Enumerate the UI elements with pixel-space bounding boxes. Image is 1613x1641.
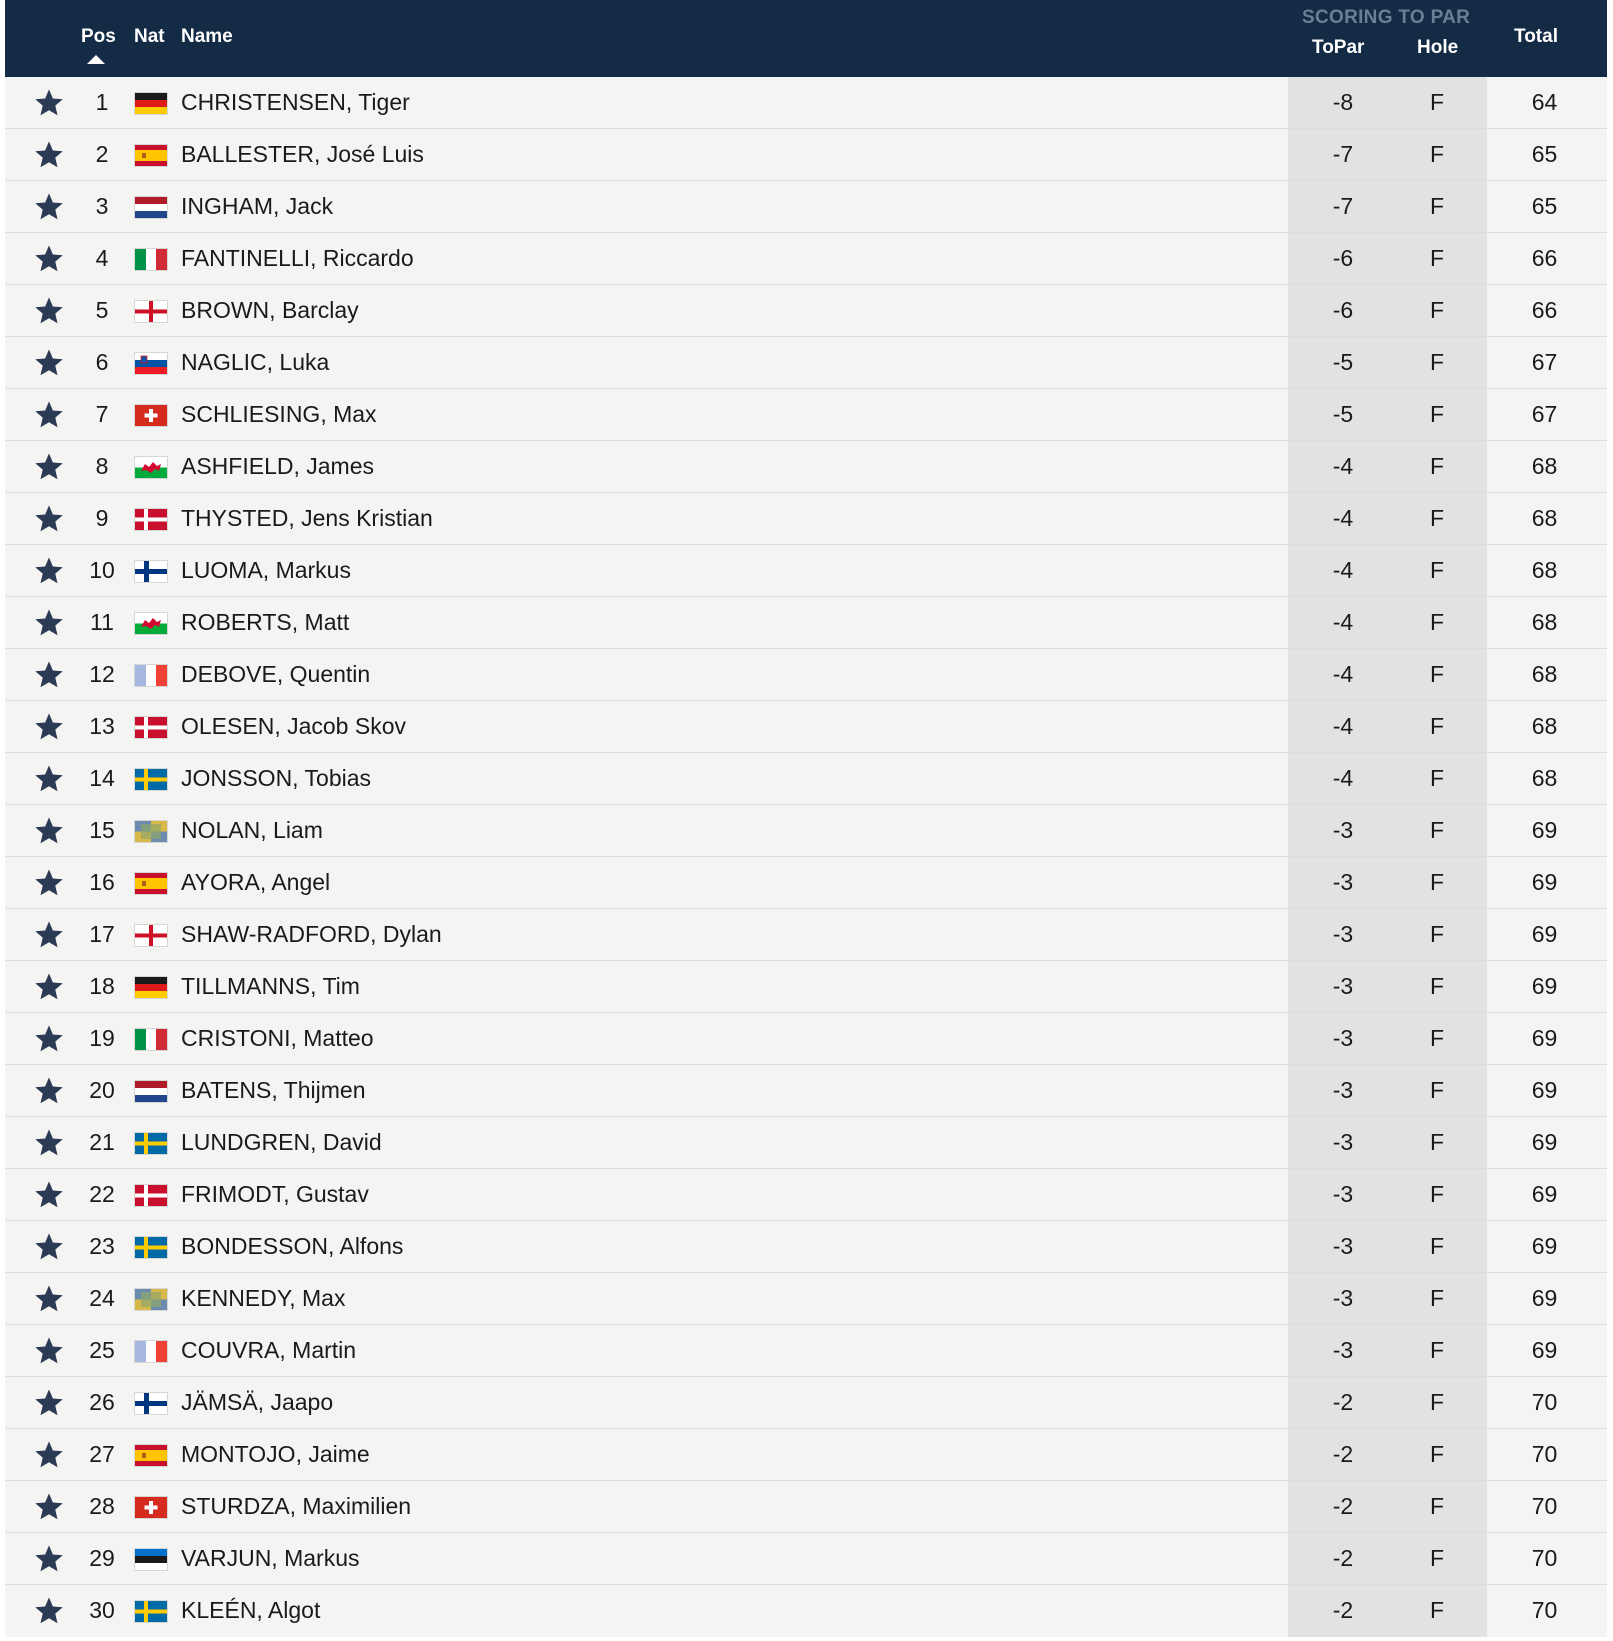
hole-cell: F xyxy=(1429,1129,1445,1155)
player-rows xyxy=(5,77,1607,1637)
table-row[interactable] xyxy=(5,753,1607,805)
topar-cell: -4 xyxy=(1332,713,1354,739)
denmark-flag-icon xyxy=(135,717,167,738)
wales-flag-icon xyxy=(135,613,167,634)
topar-cell: -4 xyxy=(1332,453,1354,479)
total-cell: 67 xyxy=(1531,401,1558,427)
total-cell: 69 xyxy=(1531,921,1558,947)
total-cell: 69 xyxy=(1531,1129,1558,1155)
total-cell: 64 xyxy=(1531,89,1558,115)
slovenia-flag-icon xyxy=(135,353,167,374)
hole-cell: F xyxy=(1429,817,1445,843)
position-cell: 3 xyxy=(95,193,109,219)
table-row[interactable] xyxy=(5,129,1607,181)
table-row[interactable] xyxy=(5,181,1607,233)
topar-cell: -7 xyxy=(1332,193,1354,219)
topar-cell: -3 xyxy=(1332,973,1354,999)
favorite-star-icon[interactable] xyxy=(33,763,65,795)
scoring-to-par-group-header: SCORING TO PAR xyxy=(1302,7,1471,28)
total-cell: 69 xyxy=(1531,817,1558,843)
favorite-star-icon[interactable] xyxy=(33,1075,65,1107)
favorite-star-icon[interactable] xyxy=(33,347,65,379)
position-cell: 5 xyxy=(95,297,109,323)
hole-cell: F xyxy=(1429,1545,1445,1571)
topar-cell: -4 xyxy=(1332,505,1354,531)
table-row[interactable] xyxy=(5,1377,1607,1429)
hole-column-header[interactable]: Hole xyxy=(1417,37,1459,58)
favorite-star-icon[interactable] xyxy=(33,1127,65,1159)
denmark-flag-icon xyxy=(135,1185,167,1206)
total-cell: 68 xyxy=(1531,505,1558,531)
hole-cell: F xyxy=(1429,557,1445,583)
position-cell: 8 xyxy=(95,453,109,479)
topar-cell: -2 xyxy=(1332,1493,1354,1519)
total-cell: 70 xyxy=(1531,1389,1558,1415)
pos-column-header[interactable]: Pos xyxy=(81,26,116,47)
position-cell: 22 xyxy=(89,1181,115,1207)
player-name-cell[interactable]: BONDESSON, Alfons xyxy=(181,1233,404,1259)
estonia-flag-icon xyxy=(135,1549,167,1570)
topar-column-header[interactable]: ToPar xyxy=(1312,37,1365,58)
switzerland-flag-icon xyxy=(135,405,167,426)
table-row[interactable] xyxy=(5,597,1607,649)
total-cell: 69 xyxy=(1531,1337,1558,1363)
hole-cell: F xyxy=(1429,1077,1445,1103)
player-name-cell[interactable]: BALLESTER, José Luis xyxy=(181,141,424,167)
player-name-cell[interactable]: CHRISTENSEN, Tiger xyxy=(181,89,410,115)
favorite-star-icon[interactable] xyxy=(33,1231,65,1263)
player-name-cell[interactable]: OLESEN, Jacob Skov xyxy=(181,713,406,739)
player-name-cell[interactable]: STURDZA, Maximilien xyxy=(181,1493,412,1519)
table-row[interactable] xyxy=(5,1013,1607,1065)
hole-cell: F xyxy=(1429,1025,1445,1051)
england-flag-icon xyxy=(135,925,167,946)
position-cell: 7 xyxy=(95,401,109,427)
table-row[interactable] xyxy=(5,909,1607,961)
player-name-cell[interactable]: MONTOJO, Jaime xyxy=(181,1441,370,1467)
topar-cell: -8 xyxy=(1332,89,1354,115)
favorite-star-icon[interactable] xyxy=(33,1023,65,1055)
finland-flag-icon xyxy=(135,1393,167,1414)
total-cell: 65 xyxy=(1531,141,1558,167)
player-name-cell[interactable]: NAGLIC, Luka xyxy=(181,349,330,375)
table-row[interactable] xyxy=(5,1065,1607,1117)
position-cell: 11 xyxy=(90,609,114,635)
player-name-cell[interactable]: FANTINELLI, Riccardo xyxy=(181,245,414,271)
table-row[interactable] xyxy=(5,805,1607,857)
favorite-star-icon[interactable] xyxy=(33,295,65,327)
table-row[interactable] xyxy=(5,1169,1607,1221)
topar-cell: -3 xyxy=(1332,1233,1354,1259)
table-row[interactable] xyxy=(5,233,1607,285)
player-name-cell[interactable]: TILLMANNS, Tim xyxy=(181,973,360,999)
hole-cell: F xyxy=(1429,921,1445,947)
table-row[interactable] xyxy=(5,1325,1607,1377)
total-cell: 66 xyxy=(1531,297,1558,323)
player-name-cell[interactable]: CRISTONI, Matteo xyxy=(181,1025,374,1051)
player-name-cell[interactable]: ROBERTS, Matt xyxy=(181,609,350,635)
position-cell: 21 xyxy=(89,1129,115,1155)
favorite-star-icon[interactable] xyxy=(33,139,65,171)
player-name-cell[interactable]: KENNEDY, Max xyxy=(181,1285,346,1311)
table-row[interactable] xyxy=(5,1533,1607,1585)
topar-cell: -6 xyxy=(1332,297,1354,323)
topar-cell: -4 xyxy=(1332,661,1354,687)
total-cell: 69 xyxy=(1531,1233,1558,1259)
total-cell: 68 xyxy=(1531,713,1558,739)
player-name-cell[interactable]: SCHLIESING, Max xyxy=(181,401,377,427)
topar-cell: -3 xyxy=(1332,817,1354,843)
position-cell: 14 xyxy=(89,765,115,791)
favorite-star-icon[interactable] xyxy=(33,1491,65,1523)
total-cell: 69 xyxy=(1531,1025,1558,1051)
player-name-cell[interactable]: BROWN, Barclay xyxy=(181,297,359,323)
hole-cell: F xyxy=(1429,1389,1445,1415)
position-cell: 29 xyxy=(89,1545,115,1571)
total-cell: 69 xyxy=(1531,1077,1558,1103)
nat-column-header[interactable]: Nat xyxy=(134,26,165,47)
hole-cell: F xyxy=(1429,973,1445,999)
position-cell: 2 xyxy=(95,141,109,167)
favorite-star-icon[interactable] xyxy=(33,1595,65,1627)
topar-cell: -4 xyxy=(1332,765,1354,791)
total-cell: 69 xyxy=(1531,1285,1558,1311)
position-cell: 6 xyxy=(95,349,109,375)
topar-cell: -3 xyxy=(1332,1285,1354,1311)
hole-cell: F xyxy=(1429,505,1445,531)
position-cell: 15 xyxy=(89,817,115,843)
position-cell: 16 xyxy=(89,869,115,895)
hole-cell: F xyxy=(1429,141,1445,167)
total-cell: 65 xyxy=(1531,193,1558,219)
leaderboard-header xyxy=(5,0,1607,77)
topar-cell: -3 xyxy=(1332,1025,1354,1051)
hole-cell: F xyxy=(1429,713,1445,739)
wales-flag-icon xyxy=(135,457,167,478)
germany-flag-icon xyxy=(135,93,167,114)
table-row[interactable] xyxy=(5,1481,1607,1533)
sweden-flag-icon xyxy=(135,1133,167,1154)
spain-flag-icon xyxy=(135,145,167,166)
position-cell: 27 xyxy=(89,1441,115,1467)
favorite-star-icon[interactable] xyxy=(33,503,65,535)
topar-cell: -3 xyxy=(1332,1181,1354,1207)
topar-cell: -3 xyxy=(1332,869,1354,895)
finland-flag-icon xyxy=(135,561,167,582)
position-cell: 20 xyxy=(89,1077,115,1103)
favorite-star-icon[interactable] xyxy=(33,1387,65,1419)
favorite-star-icon[interactable] xyxy=(33,243,65,275)
topar-cell: -2 xyxy=(1332,1389,1354,1415)
hole-cell: F xyxy=(1429,1181,1445,1207)
table-row[interactable] xyxy=(5,649,1607,701)
position-cell: 18 xyxy=(89,973,115,999)
position-cell: 19 xyxy=(89,1025,115,1051)
favorite-star-icon[interactable] xyxy=(33,971,65,1003)
sweden-flag-icon xyxy=(135,769,167,790)
player-name-cell[interactable]: INGHAM, Jack xyxy=(181,193,334,219)
ireland-golf-flag-icon xyxy=(135,1289,167,1310)
spain-flag-icon xyxy=(135,1445,167,1466)
total-cell: 67 xyxy=(1531,349,1558,375)
table-row[interactable] xyxy=(5,545,1607,597)
hole-cell: F xyxy=(1429,193,1445,219)
position-cell: 30 xyxy=(89,1597,115,1623)
position-cell: 4 xyxy=(95,245,109,271)
france-flag-icon xyxy=(135,665,167,686)
table-row[interactable] xyxy=(5,441,1607,493)
topar-cell: -2 xyxy=(1332,1545,1354,1571)
total-cell: 68 xyxy=(1531,661,1558,687)
england-flag-icon xyxy=(135,301,167,322)
total-cell: 68 xyxy=(1531,557,1558,583)
hole-cell: F xyxy=(1429,1493,1445,1519)
sweden-flag-icon xyxy=(135,1237,167,1258)
topar-cell: -3 xyxy=(1332,1129,1354,1155)
total-cell: 68 xyxy=(1531,609,1558,635)
germany-flag-icon xyxy=(135,977,167,998)
total-cell: 68 xyxy=(1531,453,1558,479)
favorite-star-icon[interactable] xyxy=(33,399,65,431)
table-row[interactable] xyxy=(5,337,1607,389)
table-row[interactable] xyxy=(5,1429,1607,1481)
table-row[interactable] xyxy=(5,389,1607,441)
favorite-star-icon[interactable] xyxy=(33,1439,65,1471)
ireland-golf-flag-icon xyxy=(135,821,167,842)
position-cell: 25 xyxy=(89,1337,115,1363)
favorite-star-icon[interactable] xyxy=(33,1335,65,1367)
position-cell: 13 xyxy=(89,713,115,739)
hole-cell: F xyxy=(1429,1337,1445,1363)
hole-cell: F xyxy=(1429,401,1445,427)
player-name-cell[interactable]: KLEÉN, Algot xyxy=(181,1597,321,1623)
hole-cell: F xyxy=(1429,349,1445,375)
total-cell: 69 xyxy=(1531,869,1558,895)
position-cell: 9 xyxy=(95,505,109,531)
favorite-star-icon[interactable] xyxy=(33,555,65,587)
spain-flag-icon xyxy=(135,873,167,894)
player-name-cell[interactable]: AYORA, Angel xyxy=(181,869,331,895)
player-name-cell[interactable]: LUNDGREN, David xyxy=(181,1129,382,1155)
position-cell: 24 xyxy=(89,1285,115,1311)
italy-flag-icon xyxy=(135,249,167,270)
hole-cell: F xyxy=(1429,1597,1445,1623)
switzerland-flag-icon xyxy=(135,1497,167,1518)
player-name-cell[interactable]: COUVRA, Martin xyxy=(181,1337,357,1363)
hole-cell: F xyxy=(1429,1441,1445,1467)
table-row[interactable] xyxy=(5,701,1607,753)
sweden-flag-icon xyxy=(135,1601,167,1622)
netherlands-flag-icon xyxy=(135,1081,167,1102)
hole-cell: F xyxy=(1429,245,1445,271)
denmark-flag-icon xyxy=(135,509,167,530)
topar-cell: -4 xyxy=(1332,557,1354,583)
favorite-star-icon[interactable] xyxy=(33,919,65,951)
position-cell: 10 xyxy=(89,557,115,583)
player-name-cell[interactable]: JONSSON, Tobias xyxy=(181,765,372,791)
hole-cell: F xyxy=(1429,869,1445,895)
total-column-header[interactable]: Total xyxy=(1514,26,1558,47)
table-row[interactable] xyxy=(5,1585,1607,1637)
table-row[interactable] xyxy=(5,77,1607,129)
topar-cell: -7 xyxy=(1332,141,1354,167)
topar-cell: -3 xyxy=(1332,1337,1354,1363)
player-name-cell[interactable]: ASHFIELD, James xyxy=(181,453,374,479)
position-cell: 17 xyxy=(89,921,115,947)
favorite-star-icon[interactable] xyxy=(33,451,65,483)
position-cell: 23 xyxy=(89,1233,115,1259)
sort-ascending-icon[interactable] xyxy=(87,55,105,64)
table-row[interactable] xyxy=(5,493,1607,545)
player-name-cell[interactable]: BATENS, Thijmen xyxy=(181,1077,366,1103)
topar-cell: -5 xyxy=(1332,401,1354,427)
leaderboard xyxy=(5,0,1607,1637)
position-cell: 26 xyxy=(89,1389,115,1415)
player-name-cell[interactable]: LUOMA, Markus xyxy=(181,557,351,583)
hole-cell: F xyxy=(1429,661,1445,687)
table-row[interactable] xyxy=(5,1117,1607,1169)
topar-cell: -3 xyxy=(1332,1077,1354,1103)
favorite-star-icon[interactable] xyxy=(33,815,65,847)
hole-cell: F xyxy=(1429,609,1445,635)
hole-cell: F xyxy=(1429,1285,1445,1311)
table-row[interactable] xyxy=(5,857,1607,909)
total-cell: 69 xyxy=(1531,1181,1558,1207)
total-cell: 69 xyxy=(1531,973,1558,999)
favorite-star-icon[interactable] xyxy=(33,87,65,119)
favorite-star-icon[interactable] xyxy=(33,867,65,899)
player-name-cell[interactable]: JÄMSÄ, Jaapo xyxy=(181,1389,334,1415)
hole-cell: F xyxy=(1429,89,1445,115)
favorite-star-icon[interactable] xyxy=(33,191,65,223)
total-cell: 68 xyxy=(1531,765,1558,791)
position-cell: 12 xyxy=(89,661,115,687)
player-name-cell[interactable]: SHAW-RADFORD, Dylan xyxy=(181,921,442,947)
player-name-cell[interactable]: DEBOVE, Quentin xyxy=(181,661,371,687)
topar-cell: -2 xyxy=(1332,1597,1354,1623)
position-cell: 28 xyxy=(89,1493,115,1519)
topar-cell: -6 xyxy=(1332,245,1354,271)
table-row[interactable] xyxy=(5,285,1607,337)
favorite-star-icon[interactable] xyxy=(33,1543,65,1575)
total-cell: 70 xyxy=(1531,1545,1558,1571)
netherlands-flag-icon xyxy=(135,197,167,218)
total-cell: 70 xyxy=(1531,1441,1558,1467)
hole-cell: F xyxy=(1429,1233,1445,1259)
total-cell: 66 xyxy=(1531,245,1558,271)
favorite-star-icon[interactable] xyxy=(33,659,65,691)
name-column-header[interactable]: Name xyxy=(181,26,233,47)
topar-cell: -2 xyxy=(1332,1441,1354,1467)
total-cell: 70 xyxy=(1531,1597,1558,1623)
favorite-star-icon[interactable] xyxy=(33,711,65,743)
france-flag-icon xyxy=(135,1341,167,1362)
topar-cell: -3 xyxy=(1332,921,1354,947)
italy-flag-icon xyxy=(135,1029,167,1050)
hole-cell: F xyxy=(1429,453,1445,479)
favorite-star-icon[interactable] xyxy=(33,1179,65,1211)
player-name-cell[interactable]: THYSTED, Jens Kristian xyxy=(181,505,433,531)
table-row[interactable] xyxy=(5,961,1607,1013)
player-name-cell[interactable]: VARJUN, Markus xyxy=(181,1545,360,1571)
topar-cell: -4 xyxy=(1332,609,1354,635)
favorite-star-icon[interactable] xyxy=(33,1283,65,1315)
hole-cell: F xyxy=(1429,297,1445,323)
position-cell: 1 xyxy=(95,89,109,115)
player-name-cell[interactable]: NOLAN, Liam xyxy=(181,817,323,843)
table-row[interactable] xyxy=(5,1221,1607,1273)
total-cell: 70 xyxy=(1531,1493,1558,1519)
topar-cell: -5 xyxy=(1332,349,1354,375)
player-name-cell[interactable]: FRIMODT, Gustav xyxy=(181,1181,369,1207)
favorite-star-icon[interactable] xyxy=(33,607,65,639)
table-row[interactable] xyxy=(5,1273,1607,1325)
hole-cell: F xyxy=(1429,765,1445,791)
